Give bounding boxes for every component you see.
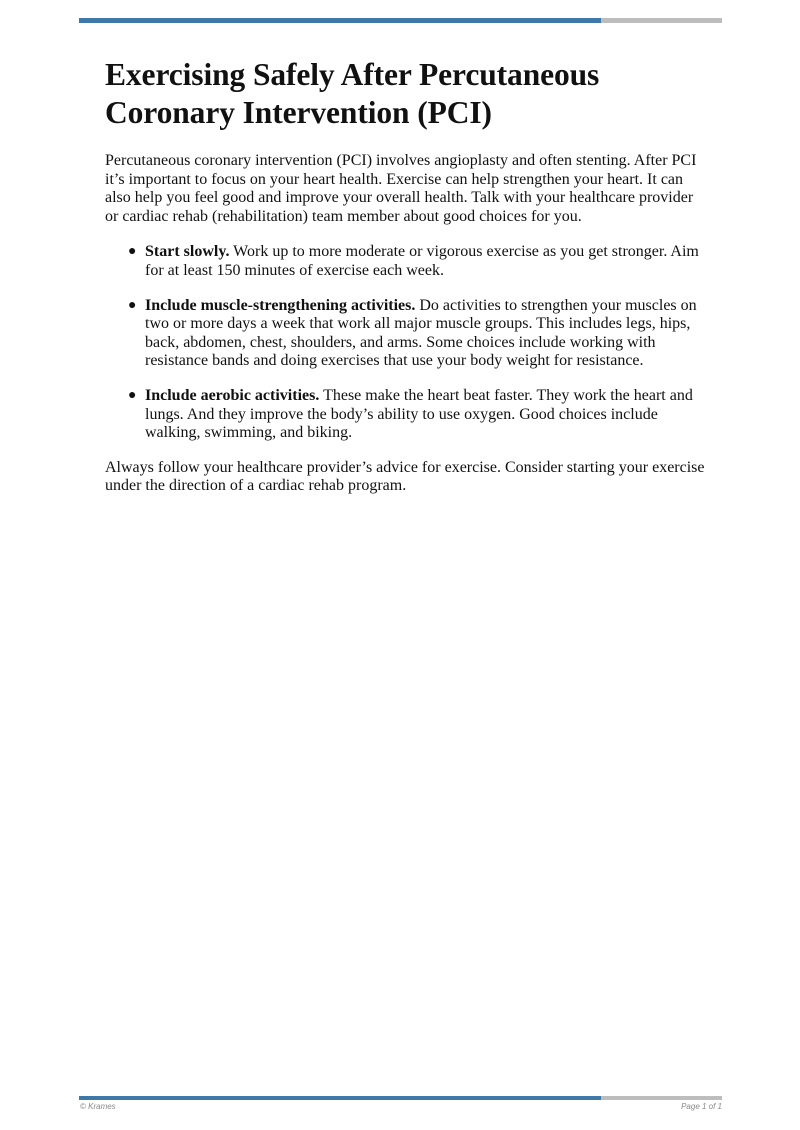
- footer-rule: [79, 1096, 722, 1100]
- document-body: [105, 56, 705, 496]
- list-item: [128, 386, 705, 443]
- closing-paragraph: Always follow your healthcare provider’s advice for exercise. Consider starting your exercise under the direction of a cardiac rehab program.: [105, 458, 705, 495]
- list-item-lead: Include muscle-strengthening activities.: [145, 296, 416, 314]
- list-item: [128, 243, 705, 280]
- intro-paragraph: Percutaneous coronary intervention (PCI) involves angioplasty and often stenting. After PCI it’s important to focus on your heart health. Exercise can help strengthen your heart. It can also help you feel good and improve your overall health. Talk with your healthcare provider or cardiac rehab (rehabilitation) team member about good choices for you.: [105, 152, 697, 225]
- list-item-text: Do activities to strengthen your muscles on two or more days a week that work all major muscle groups. This includes legs, hips, back, abdomen, chest, shoulders, and arms. Some choices include working with resistance bands and doing exercises that use your body weight for resistance.: [145, 296, 697, 370]
- header-rule-primary: [79, 18, 601, 23]
- list-item-lead: Include aerobic activities.: [145, 386, 320, 404]
- list-item-text: These make the heart beat faster. They work the heart and lungs. And they improve the body’s ability to use oxygen. Good choices include walking, swimming, and biking.: [145, 386, 693, 442]
- footer-copyright: © Krames: [80, 1102, 116, 1111]
- footer-rule-secondary: [601, 1096, 722, 1100]
- list-item-lead: Start slowly.: [145, 243, 230, 261]
- footer-page-number: Page 1 of 1: [681, 1102, 722, 1111]
- bullet-icon: ●: [128, 297, 137, 313]
- bullet-icon: ●: [128, 387, 137, 403]
- list-item: [128, 296, 705, 371]
- bullet-icon: ●: [128, 244, 137, 260]
- list-item-text: Work up to more moderate or vigorous exercise as you get stronger. Aim for at least 150 minutes of exercise each week.: [145, 243, 699, 279]
- title-line-2: Coronary Intervention (PCI): [105, 95, 492, 130]
- page-title: [105, 56, 705, 132]
- header-rule-secondary: [601, 18, 722, 23]
- header-rule: [79, 18, 722, 23]
- title-line-1: Exercising Safely After Percutaneous: [105, 57, 600, 92]
- tips-list: [105, 243, 705, 442]
- footer-rule-primary: [79, 1096, 601, 1100]
